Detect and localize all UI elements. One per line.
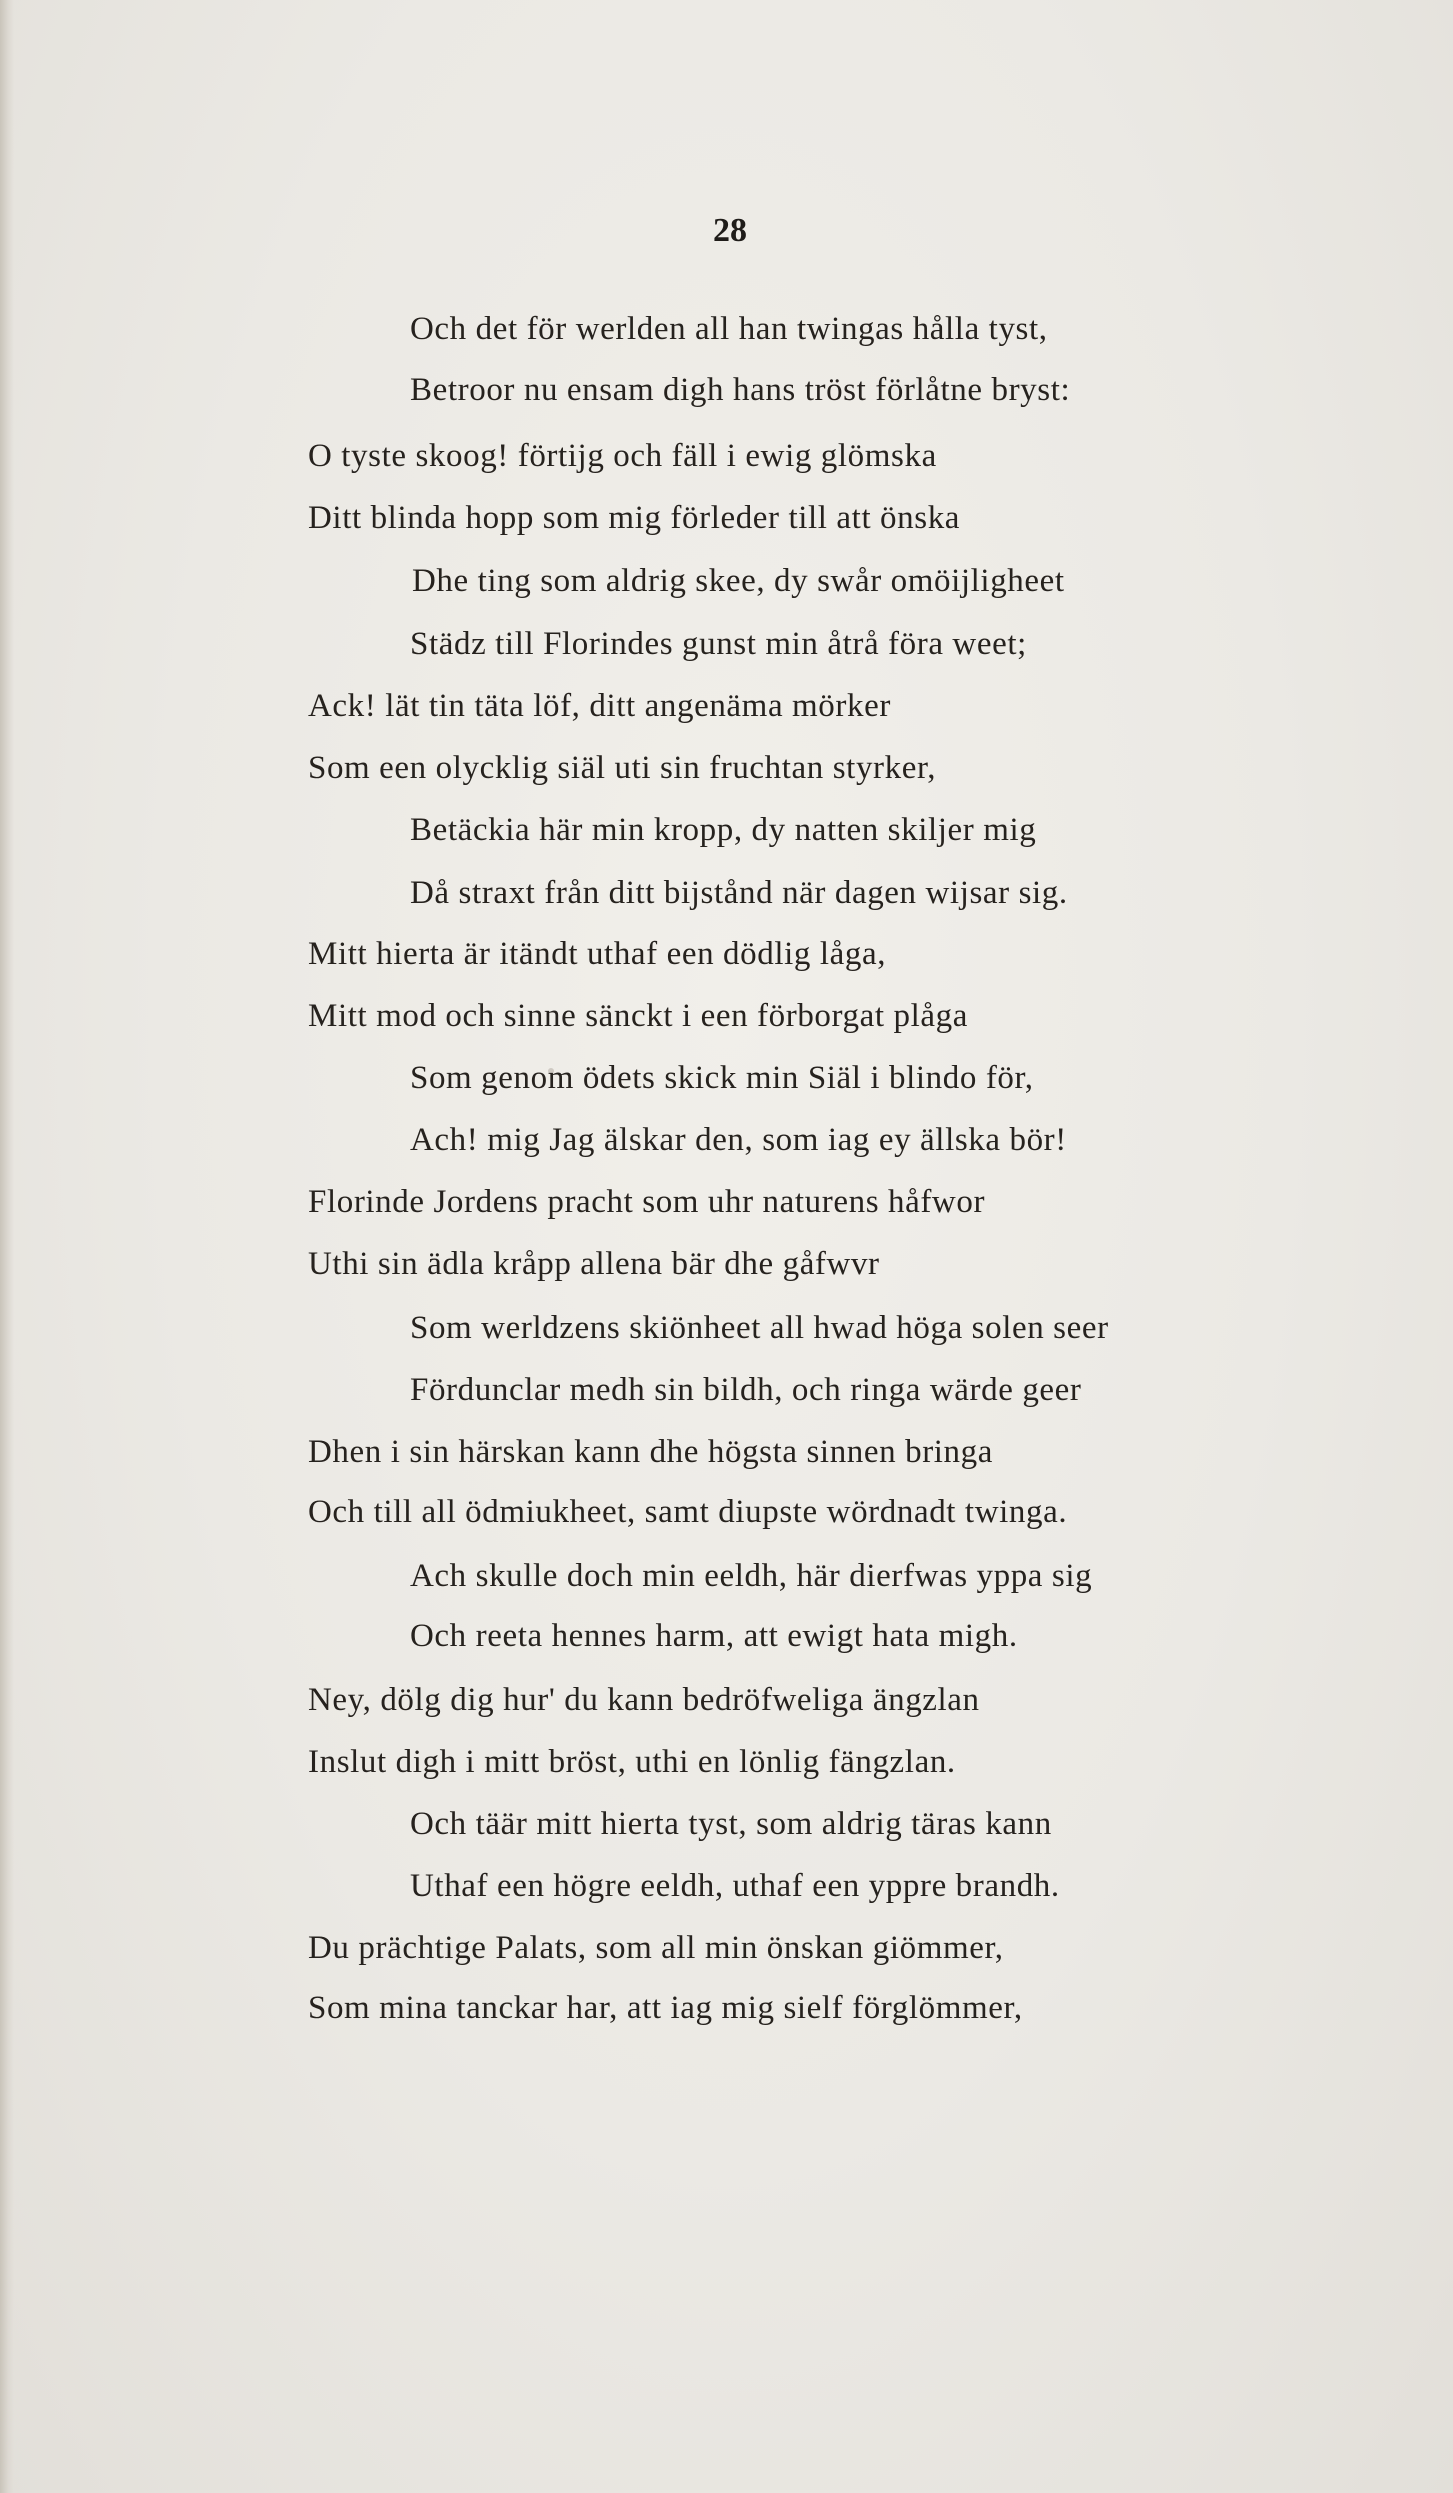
poem-line: Städz till Florindes gunst min åtrå föra weet; <box>410 626 1027 662</box>
poem-line: Som een olycklig siäl uti sin fruchtan styrker, <box>308 750 937 786</box>
poem-line: Inslut digh i mitt bröst, uthi en lönlig fängzlan. <box>308 1744 956 1780</box>
poem-line: Som werldzens skiönheet all hwad höga solen seer <box>410 1310 1109 1346</box>
poem-line: Som mina tanckar har, att iag mig sielf förglömmer, <box>308 1990 1023 2026</box>
poem-line: Då straxt från ditt bijstånd när dagen wijsar sig. <box>410 875 1068 911</box>
poem-line: O tyste skoog! förtijg och fäll i ewig glömska <box>308 438 937 474</box>
poem-line: Och till all ödmiukheet, samt diupste wördnadt twinga. <box>308 1494 1068 1530</box>
poem-line: Ack! lät tin täta löf, ditt angenäma mörker <box>308 688 891 724</box>
poem-line: Mitt mod och sinne sänckt i een förborgat plåga <box>308 998 968 1034</box>
poem-line: Fördunclar medh sin bildh, och ringa wärde geer <box>410 1372 1082 1408</box>
poem-line: Uthaf een högre eeldh, uthaf een yppre brandh. <box>410 1868 1060 1904</box>
poem-line: Mitt hierta är itändt uthaf een dödlig låga, <box>308 936 887 972</box>
poem-line: Florinde Jordens pracht som uhr naturens håfwor <box>308 1184 986 1220</box>
poem-line: Ach skulle doch min eeldh, här dierfwas yppa sig <box>410 1558 1093 1594</box>
page-number: 28 <box>713 212 747 249</box>
poem-line: Uthi sin ädla kråpp allena bär dhe gåfwvr <box>308 1246 880 1282</box>
poem-line: Dhe ting som aldrig skee, dy swår omöijligheet <box>412 563 1065 599</box>
poem-line: Ney, dölg dig hur' du kann bedröfweliga ängzlan <box>308 1682 980 1718</box>
poem-line: Dhen i sin härskan kann dhe högsta sinnen bringa <box>308 1434 993 1470</box>
poem-line: Och det för werlden all han twingas hålla tyst, <box>410 311 1048 347</box>
poem-line: Som genom ödets skick min Siäl i blindo för, <box>410 1060 1034 1096</box>
poem-line: Du prächtige Palats, som all min önskan giömmer, <box>308 1930 1004 1966</box>
poem-line: Betroor nu ensam digh hans tröst förlåtne bryst: <box>410 372 1071 408</box>
poem-line: Ach! mig Jag älskar den, som iag ey ällska bör! <box>410 1122 1067 1158</box>
poem-line: Och reeta hennes harm, att ewigt hata migh. <box>410 1618 1018 1654</box>
poem-line: Ditt blinda hopp som mig förleder till att önska <box>308 500 961 536</box>
poem-line: Och täär mitt hierta tyst, som aldrig täras kann <box>410 1806 1052 1842</box>
poem-line: Betäckia här min kropp, dy natten skiljer mig <box>410 812 1037 848</box>
